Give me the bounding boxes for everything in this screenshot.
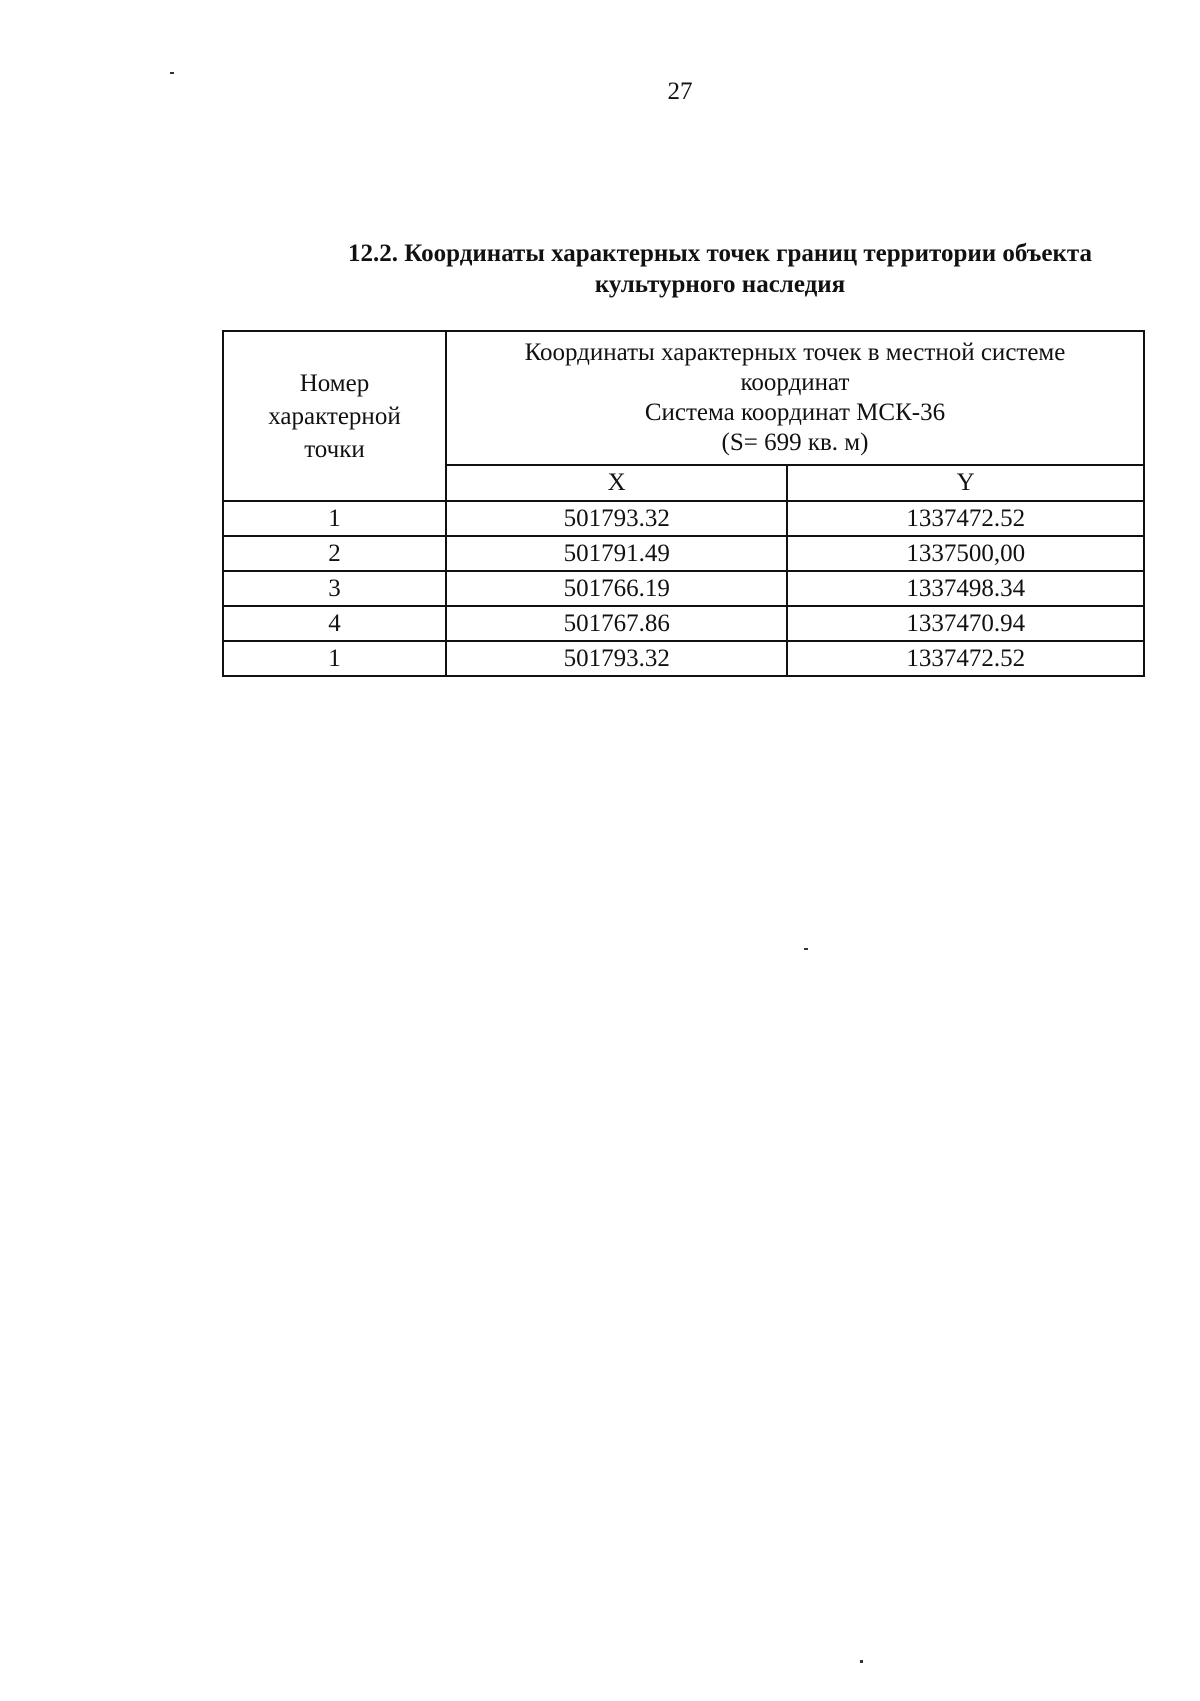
x-coordinate-cell: 501791.49 bbox=[446, 536, 787, 571]
section-title bbox=[290, 238, 1150, 300]
y-coordinate-cell: 1337498.34 bbox=[787, 571, 1144, 606]
y-coordinate-cell: 1337500,00 bbox=[787, 536, 1144, 571]
coordinate-system-header bbox=[446, 331, 1144, 465]
point-number-cell: 1 bbox=[223, 641, 446, 676]
coordinate-system-header-line-2: координат bbox=[740, 369, 850, 396]
section-title-line-2: культурного наследия bbox=[594, 271, 846, 298]
table-row bbox=[223, 501, 1144, 536]
y-coordinate-cell: 1337470.94 bbox=[787, 606, 1144, 641]
point-number-cell: 3 bbox=[223, 571, 446, 606]
table-row bbox=[223, 571, 1144, 606]
x-coordinate-cell: 501767.86 bbox=[446, 606, 787, 641]
table-row bbox=[223, 536, 1144, 571]
section-title-line-1: 12.2. Координаты характерных точек границ территории объекта bbox=[348, 240, 1092, 267]
coordinate-system-header-line-3: Система координат МСК-36 bbox=[644, 399, 946, 426]
point-number-cell: 2 bbox=[223, 536, 446, 571]
scan-speck bbox=[170, 72, 174, 74]
scan-speck bbox=[860, 1660, 863, 1663]
point-number-header-line-1: Номер bbox=[299, 369, 370, 397]
scan-speck bbox=[804, 948, 808, 950]
x-coordinate-cell: 501793.32 bbox=[446, 641, 787, 676]
point-number-cell: 1 bbox=[223, 501, 446, 536]
y-coordinate-cell: 1337472.52 bbox=[787, 501, 1144, 536]
page-number: 27 bbox=[667, 78, 693, 105]
point-number-cell: 4 bbox=[223, 606, 446, 641]
y-axis-header: Y bbox=[787, 465, 1144, 501]
x-coordinate-cell: 501793.32 bbox=[446, 501, 787, 536]
x-coordinate-cell: 501766.19 bbox=[446, 571, 787, 606]
table-row bbox=[223, 606, 1144, 641]
coordinate-system-header-line-1: Координаты характерных точек в местной системе bbox=[524, 339, 1066, 366]
table-row bbox=[223, 641, 1144, 676]
y-coordinate-cell: 1337472.52 bbox=[787, 641, 1144, 676]
point-number-header bbox=[223, 331, 446, 501]
table-header-row bbox=[223, 331, 1144, 465]
coordinate-system-header-line-4: (S= 699 кв. м) bbox=[721, 429, 869, 456]
x-axis-header: X bbox=[446, 465, 787, 501]
point-number-header-line-2: характерной bbox=[268, 402, 401, 430]
point-number-header-line-3: точки bbox=[304, 435, 365, 463]
coordinates-table bbox=[222, 330, 1145, 677]
